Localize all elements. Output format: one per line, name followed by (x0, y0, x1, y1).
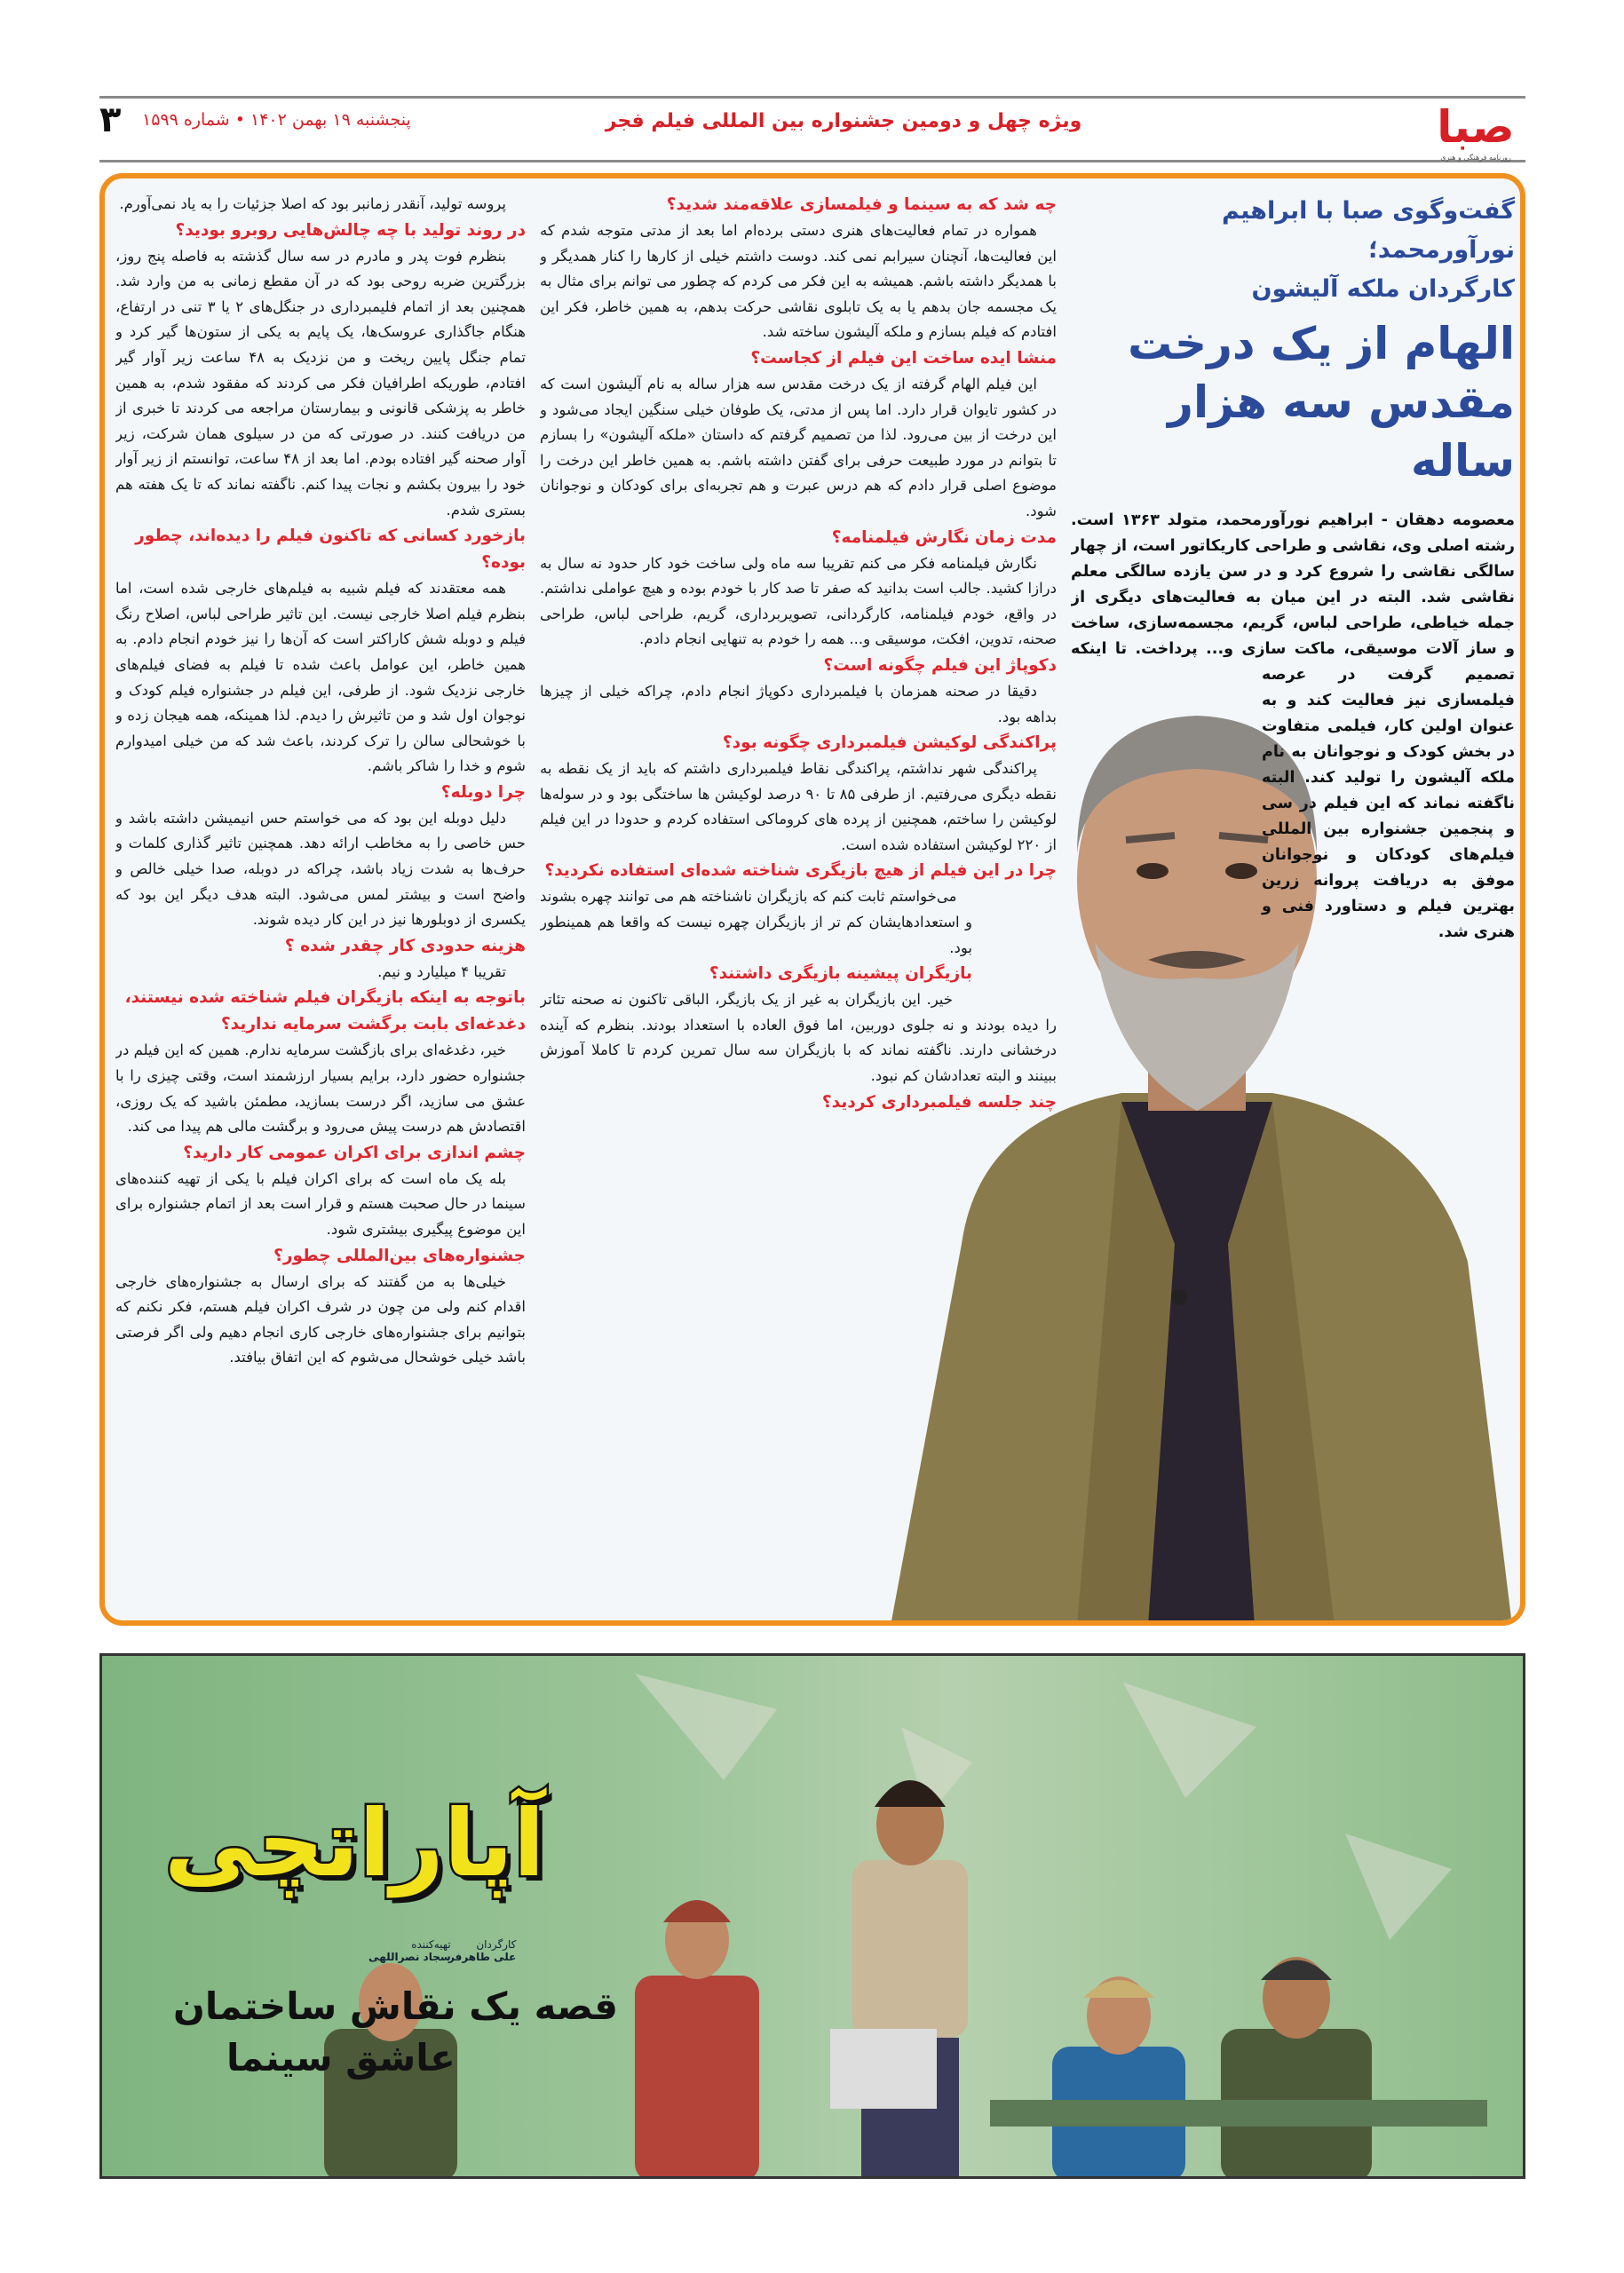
interview-answer: این فیلم الهام گرفته از یک درخت مقدس سه هزار ساله به نام آلیشون است که در کشور تایوان قرار دارد. اما پس از مدتی، یک طوفان خیلی سنگین ایجاد می‌شود و این درخت از بین می‌رود. لذا من تصمیم گرفتم که داستان «ملکه آلیشون» را بسازم تا بتوانم در مورد طبیعت حرفی برای گفتن داشته باشم. به همین خاطر این درخت را موضوع اصلی قرار دادم که هم درس عبرت و هم تجربه‌ای برای کودکان و نوجوانان شود. (540, 375, 1057, 519)
page-number: ۳ (99, 99, 122, 140)
interview-answer: پروسه تولید، آنقدر زمانبر بود که اصلا جزئیات را به یاد نمی‌آورم. (119, 195, 506, 212)
interview-answer: خیر. این بازیگران به غیر از یک بازیگر، الباقی تاکنون نه صحنه تئاتر را دیده بودند و نه جلوی دوربین، اما فوق العاده با استعداد بودند. بنظرم که آینده درخشانی دارند. ناگفته نماند که با بازیگران سه سال تمرین کردم تا کاملا آموزش ببینند و البته تعدادشان کم نبود. (540, 991, 1057, 1085)
poster-figures-illustration (102, 1656, 1525, 2179)
interview-answer: پراکندگی شهر نداشتم، پراکندگی نقاط فیلمبرداری داشتم که باید از یک نقطه به نقطه دیگری می‌رفتیم. از طرفی ۸۵ تا ۹۰ درصد لوکیشن ها ساختگی بود و در سوله‌ها لوکیشن را ساختم، همچنین از پرده های کروماکی استفاده کردم و حدودا در این فیلم از ۲۲۰ لوکیشن استفاده شده است. (540, 760, 1057, 853)
interview-answer: نگارش فیلمنامه فکر می کنم تقریبا سه ماه ولی ساخت خود کار حدود نه سال به درازا کشید. جالب است بدانید که صفر تا صد کار با خودم بوده و هیچ عواملی نداشتم. در واقع، خودم فیلمنامه، کارگردانی، تصویربرداری، گریم، طراحی لباس، طراحی صحنه، تدوین، افکت، موسیقی و... همه را خودم به تنهایی انجام دادم. (540, 554, 1057, 648)
interview-answer: دلیل دوبله این بود که می خواستم حس انیمیشن داشته باشد و حس خاصی را به مخاطب ارائه دهد. همچنین تاثیر گذاری کلمات و حرف‌ها به شدت زیاد باشد، چراکه در دوبله، صدا خیلی خالص و واضح است و بیشتر لمس می‌شود. البته هدف دیگر این بود که یکسری از دوبلورها نیز در این کار دیده شوند. (115, 809, 526, 929)
interview-question: هزینه حدودی کار چقدر شده ؟ (284, 936, 526, 955)
interview-question: چرا در این فیلم از هیچ بازیگری شناخته شده‌ای استفاده نکردید؟ (544, 861, 1057, 881)
interview-answer: بله یک ماه است که برای اکران فیلم با یکی از تهیه کننده‌های سینما در حال صحبت هستم و قرار است بعد از اتمام جشنواره برای این موضوع پیگیری بیشتری شود. (115, 1169, 526, 1238)
headline: الهام از یک درخت مقدس سه هزار ساله (1128, 318, 1515, 487)
interview-question: باتوجه به اینکه بازیگران فیلم شناخته شده نیستند، دغدغه‌ای بابت برگشت سرمایه ندارید؟ (124, 988, 526, 1034)
interview-question: چند جلسه فیلمبرداری کردید؟ (821, 1092, 1057, 1112)
interview-answer: می‌خواستم ثابت کنم که بازیگران ناشناخته هم می توانند چهره بشوند و استعدادهایشان کم تر از بازیگران چهره نیست که واقعا هم همینطور بود. (540, 888, 972, 956)
poster-character-left-2 (635, 1900, 759, 2179)
intro-text: معصومه دهقان - ابراهیم نورآورمحمد، متولد ۱۳۶۳ است. رشته اصلی وی، نقاشی و طراحی کاریکاتور است، از چهار سالگی نقاشی را شروع کرد و در سن یازده سالگی معلم نقاشی شد. البته در این میان به فعالیت‌های دیگری از جمله خیاطی، طراحی لباس، گریم، مجسمه‌سازی، ساخت و ساز آلات موسیقی، ماکت سازی و... پرداخت. تا اینکه تصمیم گرفت در عرصه فیلمسازی نیز فعالیت کند و به عنوان اولین کار، فیلمی متفاوت در بخش کودک و نوجوانان به نام ملکه آلیشون را تولید کند. البته ناگفته نماند که این فیلم در سی و پنجمین جشنواره بین المللی فیلم‌های کودکان و نوجوانان موفق به دریافت پروانه زرین بهترین فیلم و دستاورد فنی و هنری شد. (1071, 511, 1515, 941)
poster-tagline-1: قصه یک نقاش ساختمان (173, 1984, 618, 2028)
interview-question: در روند تولید با چه چالش‌هایی روبرو بودید؟ (175, 220, 526, 240)
interview-question: مدت زمان نگارش فیلمنامه؟ (831, 527, 1057, 547)
interview-answer: بنظرم فوت پدر و مادرم در سه سال گذشته به فاصله پنج روز، بزرگترین ضربه روحی بود که در آن مقطع زمانی به من وارد شد. همچنین بعد از اتمام فلیمبرداری در جنگل‌های ۲ یا ۳ تنی در ارتفاع، هنگام جاگذاری عروسک‌ها، یک پایم به یکی از ستون‌ها گیر کرد و تمام جنگل پایین ریخت و من نزدیک به ۴۸ ساعت زیر آوار گیر افتادم، طوریکه اطرافیان فکر می کردند که مفقود شدم، به همین خاطر به پزشکی قانونی و بیمارستان مراجعه می کردند تا خبری از من دریافت کنند. در صورتی که من در سیلوی همان شرکت، زیر آوار صحنه گیر افتاده بودم. اما بعد از ۴۸ ساعت، توانستم از زیر آوار خود را بیرون بکشم و نجات پیدا کنم. ناگفته نماند که تا یک هفته هم بستری شدم. (115, 247, 526, 519)
interview-question: بازخورد کسانی که تاکنون فیلم را دیده‌اند، چطور بوده؟ (135, 527, 526, 573)
interview-answer: خیلی‌ها به من گفتند که برای ارسال به جشنواره‌های خارجی اقدام کنم ولی من چون در شرف اکران فیلم هستم، فکر نکنم که بتوانیم برای جشنواره‌های خارجی کاری انجام دهیم ولی اگر فرصتی باشد خیلی خوشحال می‌شوم که این اتفاق بیافتد. (115, 1272, 526, 1366)
interview-question: چرا دوبله؟ (440, 782, 526, 802)
section-title: ویژه چهل و دومین جشنواره بین المللی فیلم فجر (605, 110, 1082, 132)
film-title-logo: آپاراتچی (164, 1789, 545, 1897)
interview-question: بازیگران پیشینه بازیگری داشتند؟ (709, 964, 972, 984)
newspaper-logo: صبا روزنامه فرهنگی و هنری (1437, 101, 1515, 162)
poster-character-right-1 (1052, 1976, 1185, 2179)
interview-question: منشا ایده ساخت این فیلم از کجاست؟ (750, 348, 1057, 368)
interview-question: پراکندگی لوکیشن فیلمبرداری چگونه بود؟ (722, 733, 1057, 753)
interview-answer: همه معتقدند که فیلم شبیه به فیلم‌های خارجی شده است، اما بنظرم فیلم اصلا خارجی نیست. این تاثیر طراحی لباس، اصلاح رنگ فیلم و دوبله شش کاراکتر است که آن‌ها را نیز خودم انجام دادم. به همین خاطر، این عوامل باعث شده تا فیلم به فضای فیلم‌های خارجی نزدیک شود. از طرفی، این فیلم در جشنواره فیلم کودک و نوجوان اول شد و من تاثیرش را دیدم. لذا همینکه، همه هیجان زده و با خوشحالی سالن را ترک کردند، باعث شد که من خیلی امیدوارم شوم و خدا را شاکر باشم. (115, 580, 526, 775)
interview-answer: خیر، دغدغه‌ای برای بازگشت سرمایه ندارم. همین که این فیلم در جشنواره حضور دارد، برایم بسیار ارزشمند است، وقتی چیزی را با عشق می سازید، اگر درست بسازید، مطمئن باشید که یک روزی، اقتصادش هم درست پیش می‌رود و برگشت مالی هم پیدا می کند. (115, 1041, 526, 1136)
intro-paragraph (1071, 508, 1515, 946)
interview-answer: همواره در تمام فعالیت‌های هنری دستی برده‌ام اما بعد از مدتی متوجه شدم که این فعالیت‌ها، آنچنان سیرابم نمی کند. دوست داشتم خیلی از کارها را کنار همدیگر و با همدیگر داشته باشم. همیشه به این فکر می کردم که چطور می توانم برای مثال به یک مجسمه جان بدهم یا به یک تابلوی نقاشی حرکت بدهم، به همین خاطر، فکر این افتادم که فیلم بسازم و ملکه آلیشون ساخته شد. (540, 222, 1057, 341)
interview-question: دکوپاژ این فیلم چگونه است؟ (823, 655, 1057, 675)
column-right (1071, 192, 1515, 1621)
interview-answer: تقریبا ۴ میلیارد و نیم. (377, 962, 506, 980)
producer-credit: تهیه‌کننده سجاد نصراللهی (368, 1938, 451, 1963)
column-left (115, 192, 526, 1617)
poster-character-standing (852, 1780, 968, 2179)
film-advertisement-poster (99, 1653, 1525, 2179)
header-bottom-rule (99, 160, 1525, 162)
interview-question: جشنواره‌های بین‌المللی چطور؟ (273, 1246, 526, 1265)
kicker-line-1: گفت‌وگوی صبا با ابراهیم نورآورمحمد؛ (1222, 197, 1515, 264)
interview-question: چشم اندازی برای اکران عمومی کار دارید؟ (183, 1143, 526, 1162)
interview-frame (99, 173, 1525, 1626)
projector-icon (830, 2029, 937, 2109)
header-top-rule (99, 96, 1525, 99)
kicker-line-2: کارگردان ملکه آلیشون (1251, 275, 1515, 303)
interview-answer: دقیقا در صحنه همزمان با فیلمبرداری دکوپاژ انجام دادم، چراکه خیلی از چیزها بداهه بود. (540, 682, 1057, 725)
director-credit: کارگردان علی طاهرفر (448, 1938, 517, 1963)
interview-question: چه شد که به سینما و فیلمسازی علاقه‌مند شدید؟ (666, 195, 1057, 214)
poster-tagline-2: عاشق سینما (226, 2036, 456, 2079)
column-middle (540, 192, 1057, 1617)
poster-character-right-2 (1221, 1957, 1372, 2179)
issue-date: پنجشنبه ۱۹ بهمن ۱۴۰۲ • شماره ۱۵۹۹ (142, 110, 411, 130)
